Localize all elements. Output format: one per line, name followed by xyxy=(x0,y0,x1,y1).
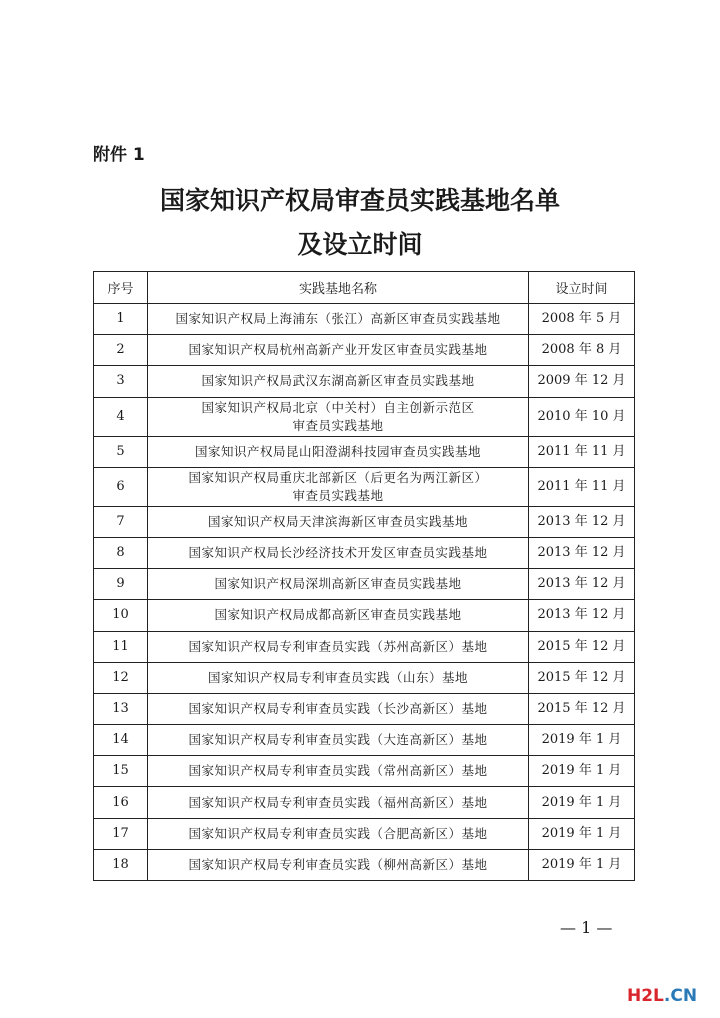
document-title-line-2: 及设立时间 xyxy=(297,230,423,259)
cell-established-date: 2013 年 12 月 xyxy=(529,569,635,600)
base-name-line: 国家知识产权局专利审查员实践（合肥高新区）基地 xyxy=(188,825,488,841)
cell-base-name xyxy=(148,725,529,756)
watermark-part-1: H2L xyxy=(627,986,664,1006)
cell-serial-number: 8 xyxy=(94,537,148,568)
table-row xyxy=(94,600,635,631)
cell-established-date: 2008 年 8 月 xyxy=(529,335,635,366)
table-row xyxy=(94,569,635,600)
cell-base-name xyxy=(148,366,529,397)
cell-serial-number: 6 xyxy=(94,467,148,506)
table-row xyxy=(94,849,635,880)
base-name-line: 国家知识产权局长沙经济技术开发区审查员实践基地 xyxy=(188,545,488,561)
cell-established-date: 2013 年 12 月 xyxy=(529,600,635,631)
cell-base-name xyxy=(148,304,529,335)
table-header-row xyxy=(94,272,635,304)
base-name-line: 国家知识产权局专利审查员实践（苏州高新区）基地 xyxy=(188,638,488,654)
cell-base-name xyxy=(148,436,529,467)
table-row xyxy=(94,725,635,756)
cell-base-name xyxy=(148,849,529,880)
cell-serial-number: 11 xyxy=(94,631,148,662)
table-row xyxy=(94,787,635,818)
base-name-line: 国家知识产权局深圳高新区审查员实践基地 xyxy=(214,576,462,592)
attachment-label: 附件 1 xyxy=(93,145,145,165)
cell-base-name xyxy=(148,787,529,818)
cell-base-name xyxy=(148,631,529,662)
base-name-line: 国家知识产权局重庆北部新区（后更名为两江新区） xyxy=(188,469,488,485)
header-serial-number: 序号 xyxy=(94,272,148,304)
base-name-line: 国家知识产权局专利审查员实践（大连高新区）基地 xyxy=(188,732,488,748)
table-row xyxy=(94,366,635,397)
base-name-line: 国家知识产权局成都高新区审查员实践基地 xyxy=(214,607,462,623)
cell-established-date: 2015 年 12 月 xyxy=(529,631,635,662)
table-row xyxy=(94,818,635,849)
base-name-line: 国家知识产权局武汉东湖高新区审查员实践基地 xyxy=(201,373,475,389)
table-row xyxy=(94,397,635,436)
header-established-date: 设立时间 xyxy=(529,272,635,304)
header-base-name: 实践基地名称 xyxy=(148,272,529,304)
cell-serial-number: 13 xyxy=(94,693,148,724)
base-name-line: 国家知识产权局天津滨海新区审查员实践基地 xyxy=(207,513,468,529)
cell-base-name xyxy=(148,537,529,568)
cell-base-name xyxy=(148,397,529,436)
cell-base-name xyxy=(148,569,529,600)
base-name-line: 国家知识产权局专利审查员实践（福州高新区）基地 xyxy=(188,794,488,810)
table-row xyxy=(94,506,635,537)
table-row xyxy=(94,693,635,724)
table-row xyxy=(94,537,635,568)
cell-serial-number: 10 xyxy=(94,600,148,631)
cell-serial-number: 4 xyxy=(94,397,148,436)
base-name-line: 国家知识产权局上海浦东（张江）高新区审查员实践基地 xyxy=(175,311,501,327)
cell-established-date: 2019 年 1 月 xyxy=(529,756,635,787)
cell-serial-number: 9 xyxy=(94,569,148,600)
page-number: — 1 — xyxy=(560,918,613,937)
cell-serial-number: 3 xyxy=(94,366,148,397)
cell-base-name xyxy=(148,756,529,787)
cell-established-date: 2019 年 1 月 xyxy=(529,849,635,880)
table-row xyxy=(94,436,635,467)
table-row xyxy=(94,756,635,787)
cell-established-date: 2008 年 5 月 xyxy=(529,304,635,335)
cell-base-name xyxy=(148,506,529,537)
base-name-line: 国家知识产权局专利审查员实践（长沙高新区）基地 xyxy=(188,700,488,716)
table-body xyxy=(94,304,635,881)
cell-serial-number: 1 xyxy=(94,304,148,335)
watermark-part-2: .CN xyxy=(663,986,698,1006)
base-name-line: 国家知识产权局专利审查员实践（常州高新区）基地 xyxy=(188,763,488,779)
cell-serial-number: 7 xyxy=(94,506,148,537)
cell-established-date: 2019 年 1 月 xyxy=(529,818,635,849)
document-title-line-1: 国家知识产权局审查员实践基地名单 xyxy=(159,186,560,215)
table-row xyxy=(94,631,635,662)
cell-serial-number: 16 xyxy=(94,787,148,818)
cell-established-date: 2015 年 12 月 xyxy=(529,693,635,724)
cell-base-name xyxy=(148,600,529,631)
table-row xyxy=(94,335,635,366)
cell-base-name xyxy=(148,335,529,366)
cell-serial-number: 17 xyxy=(94,818,148,849)
base-name-line: 审查员实践基地 xyxy=(292,417,384,433)
site-watermark xyxy=(627,986,697,1006)
cell-established-date: 2015 年 12 月 xyxy=(529,662,635,693)
cell-serial-number: 2 xyxy=(94,335,148,366)
base-name-line: 国家知识产权局专利审查员实践（山东）基地 xyxy=(207,669,468,685)
cell-base-name xyxy=(148,693,529,724)
table-row xyxy=(94,304,635,335)
cell-serial-number: 18 xyxy=(94,849,148,880)
cell-base-name xyxy=(148,818,529,849)
cell-established-date: 2009 年 12 月 xyxy=(529,366,635,397)
cell-established-date: 2011 年 11 月 xyxy=(529,467,635,506)
cell-established-date: 2019 年 1 月 xyxy=(529,787,635,818)
cell-established-date: 2013 年 12 月 xyxy=(529,506,635,537)
base-name-line: 国家知识产权局杭州高新产业开发区审查员实践基地 xyxy=(188,342,488,358)
base-name-line: 国家知识产权局北京（中关村）自主创新示范区 xyxy=(201,399,475,415)
cell-established-date: 2019 年 1 月 xyxy=(529,725,635,756)
table-row xyxy=(94,467,635,506)
base-name-line: 审查员实践基地 xyxy=(292,487,384,503)
cell-established-date: 2010 年 10 月 xyxy=(529,397,635,436)
base-name-line: 国家知识产权局昆山阳澄湖科技园审查员实践基地 xyxy=(194,443,481,459)
cell-serial-number: 14 xyxy=(94,725,148,756)
cell-established-date: 2011 年 11 月 xyxy=(529,436,635,467)
cell-serial-number: 5 xyxy=(94,436,148,467)
table-row xyxy=(94,662,635,693)
practice-base-table xyxy=(93,271,635,881)
cell-base-name xyxy=(148,467,529,506)
cell-serial-number: 12 xyxy=(94,662,148,693)
cell-base-name xyxy=(148,662,529,693)
cell-established-date: 2013 年 12 月 xyxy=(529,537,635,568)
base-name-line: 国家知识产权局专利审查员实践（柳州高新区）基地 xyxy=(188,856,488,872)
cell-serial-number: 15 xyxy=(94,756,148,787)
